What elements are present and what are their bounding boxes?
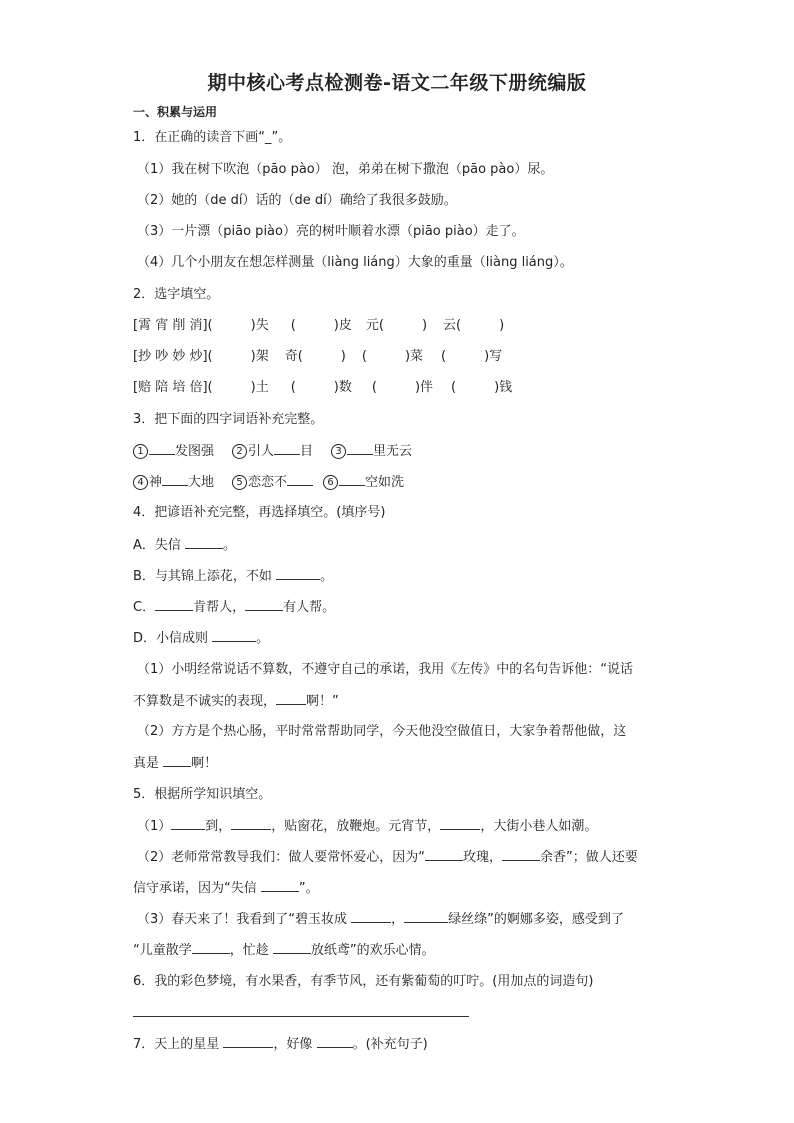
blank[interactable] [171,817,205,830]
blank[interactable] [163,754,191,767]
text: ，贴窗花，放鞭炮。元宵节， [271,819,441,834]
answer-line[interactable] [133,1016,469,1017]
circled-number-3: 3 [331,444,346,459]
blank[interactable] [339,473,365,486]
circled-number-4: 4 [133,475,148,490]
text: 玫瑰， [463,850,503,865]
question-2-stem: 2．选字填空。 [133,287,220,302]
blank[interactable] [149,442,175,455]
text: ，好像 [273,1037,313,1052]
circled-number-1: 1 [133,444,148,459]
row-2-word-4: )写 [484,349,503,364]
option-b-text: B．与其锦上添花，不如 [133,569,272,584]
question-6-stem: 6．我的彩色梦境，有水果香，有季节风，还有紫葡萄的叮咛。(用加点的词造句) [133,974,594,989]
text: 信守承诺，因为“失信 [133,881,257,896]
question-5-line-4 [137,910,624,929]
punct: 。 [256,631,270,646]
text: “儿童散学 [133,943,192,958]
text: ，忙趁 [229,943,269,958]
blank[interactable] [404,910,448,923]
question-3-stem: 3．把下面的四字词语补充完整。 [133,412,324,427]
option-c-text-1: 肯帮人， [193,600,246,615]
question-3-row-2 [133,473,404,492]
blank[interactable] [502,848,540,861]
text: 绿丝绦”的婀娜多姿，感受到了 [448,912,624,927]
option-b [133,567,333,586]
text: ， [391,912,405,927]
option-c-label: C． [133,600,156,615]
blank[interactable] [223,1035,273,1048]
row-3-word-2: )数 [333,380,352,395]
question-3-row-1 [133,442,412,461]
blank[interactable] [212,629,256,642]
question-5-stem: 5．根据所学知识填空。 [133,787,272,802]
row-1-chars: [霄 宵 削 消]( [133,318,213,333]
question-4-part-2-line-2 [133,754,217,773]
row-3-word-1: )土 [250,380,269,395]
row-1-paren-open: ( [290,318,296,333]
text: （1） [137,819,172,834]
blank[interactable] [155,598,193,611]
blank[interactable] [276,567,320,580]
idiom-5: 恋恋不 [248,475,288,490]
blank[interactable] [317,1035,353,1048]
option-c-text-2: 有人帮。 [283,600,336,615]
row-2-word-2: 奇( [284,349,303,364]
blank[interactable] [261,879,299,892]
question-1-item-2: （2）她的（de dí）话的（de dí）确给了我很多鼓励。 [137,193,457,208]
row-1-word-1: )失 [250,318,269,333]
question-5-line-3 [133,879,319,898]
question-4-part-2-line-1: （2）方方是个热心肠，平时常常帮助同学，今天他没空做值日，大家争着帮他做，这 [137,724,627,739]
row-1-paren-close: ) [421,318,428,333]
blank[interactable] [192,941,230,954]
option-d [133,629,269,648]
idiom-2-part-b: 目 [300,444,314,459]
blank[interactable] [287,473,313,486]
circled-number-6: 6 [323,475,338,490]
row-3-paren-open-2: ( [371,380,377,395]
part-2-text: 真是 [133,756,160,771]
punct: 。 [320,569,334,584]
blank[interactable] [273,941,311,954]
blank[interactable] [245,598,283,611]
question-4-part-1-line-1: （1）小明经常说话不算数，不遵守自己的承诺，我用《左传》中的名句告诉他：“说话 [137,662,634,677]
blank[interactable] [231,817,271,830]
question-1-item-4: （4）几个小朋友在想怎样测量（liàng liáng）大象的重量（liàng liáng）。 [137,255,573,270]
idiom-3: 里无云 [373,444,413,459]
text: ，大街小巷人如潮。 [480,819,598,834]
blank[interactable] [162,473,188,486]
question-5-line-5 [133,941,435,960]
row-3-chars: [赔 陪 培 倍]( [133,380,213,395]
question-4-stem: 4．把谚语补充完整，再选择填空。(填序号) [133,505,386,520]
question-2-row-1 [133,317,504,335]
text: ”。 [298,881,319,896]
question-1-item-3: （3）一片漂（piāo piào）亮的树叶顺着水漂（piāo piào）走了。 [137,224,525,239]
blank[interactable] [276,692,306,705]
part-1-text: 不算数是不诚实的表现， [133,694,277,709]
blank[interactable] [347,442,373,455]
blank[interactable] [274,442,300,455]
question-1-item-1: （1）我在树下吹泡（pāo pào） 泡，弟弟在树下撒泡（pāo pào）尿。 [137,162,554,177]
text: 7．天上的星星 [133,1037,220,1052]
blank[interactable] [440,817,480,830]
text: （2）老师常常教导我们：做人要常怀爱心，因为“ [137,850,426,865]
circled-number-5: 5 [232,475,247,490]
part-1-end: 啊！” [306,694,339,709]
text: 放纸鸢”的欢乐心情。 [310,943,435,958]
part-2-end: 啊！ [191,756,218,771]
idiom-4-part-a: 神 [149,475,163,490]
idiom-1: 发图强 [175,444,215,459]
question-2-row-3 [133,379,512,397]
text: 余香”；做人还要 [540,850,638,865]
blank[interactable] [351,910,391,923]
text: 到， [205,819,232,834]
row-2-chars: [抄 吵 妙 炒]( [133,349,213,364]
text: 。(补充句子) [352,1037,428,1052]
row-3-paren-open-3: ( [451,380,457,395]
idiom-6: 空如洗 [365,475,405,490]
row-2-paren-open-2: ( [441,349,447,364]
row-2-paren-open: ( [361,349,367,364]
idiom-2-part-a: 引人 [248,444,275,459]
row-2-word-1: )架 [250,349,269,364]
row-3-word-4: )钱 [494,380,513,395]
question-4-part-1-line-2 [133,692,339,711]
row-1-paren-close-2: ) [499,318,505,333]
option-a-text: A．失信 [133,538,181,553]
row-3-word-3: )伴 [414,380,434,395]
option-d-text: D．小信成则 [133,631,209,646]
row-3-paren-open: ( [290,380,296,395]
page-title: 期中核心考点检测卷-语文二年级下册统编版 [207,72,587,94]
question-2-row-2 [133,348,502,366]
question-1-stem: 1．在正确的读音下画“_”。 [133,130,292,145]
punct: 。 [223,538,237,553]
row-2-paren-close: ) [340,349,346,364]
question-5-line-2 [137,848,638,867]
circled-number-2: 2 [232,444,247,459]
text: （3）春天来了！我看到了“碧玉妆成 [137,912,348,927]
row-1-word-3: 元( [365,318,384,333]
option-c [133,598,335,617]
blank[interactable] [425,848,463,861]
row-1-word-2: )皮 [333,318,352,333]
idiom-4-part-b: 大地 [188,475,215,490]
question-5-line-1 [137,817,597,836]
section-heading: 一、积累与运用 [133,105,218,119]
blank[interactable] [185,536,223,549]
row-1-word-4: 云( [443,318,462,333]
row-2-word-3: )菜 [404,349,424,364]
question-7 [133,1035,428,1054]
option-a [133,536,236,555]
